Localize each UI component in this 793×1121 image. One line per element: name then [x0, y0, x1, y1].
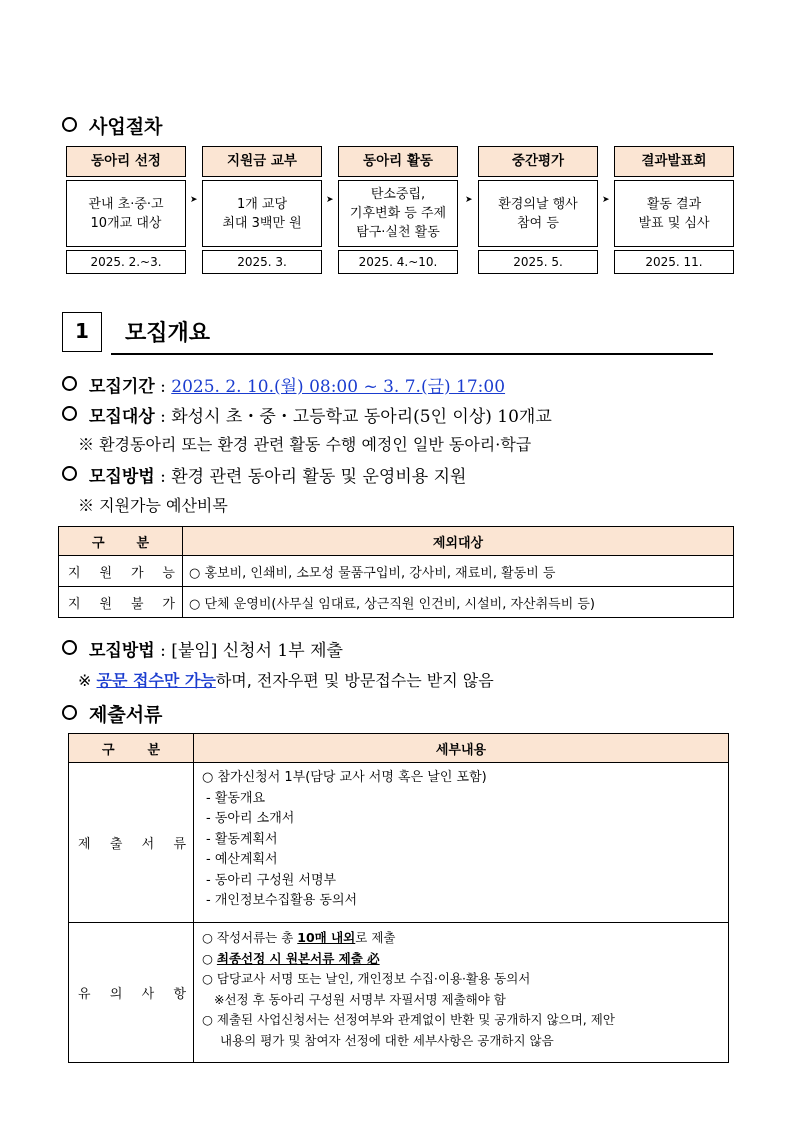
circle-bullet-icon — [62, 117, 77, 132]
key-char: 출 — [109, 837, 123, 852]
step-body — [66, 180, 186, 247]
key-char: 원 — [99, 565, 113, 581]
table-row — [59, 556, 734, 587]
list-item: ※선정 후 동아리 구성원 서명부 자필서명 제출해야 함 — [214, 991, 506, 1007]
row-key — [59, 556, 183, 587]
separator: : — [154, 467, 172, 487]
circle-bullet-icon — [62, 376, 77, 391]
key-char: 불 — [130, 596, 144, 612]
table-header-category — [69, 734, 194, 763]
note-prefix: ※ — [78, 671, 97, 690]
text: ○ 작성서류는 총 — [202, 930, 298, 945]
list-item: ○ 담당교사 서명 또는 날인, 개인정보 수집·이용·활용 동의서 — [202, 971, 531, 986]
separator: : — [154, 407, 172, 427]
step-line: 10개교 대상 — [90, 215, 162, 231]
circle-bullet-icon — [62, 406, 77, 421]
text: 로 제출 — [355, 930, 396, 945]
step-body — [478, 180, 598, 247]
list-item: - 예산계획서 — [206, 852, 278, 867]
list-item: - 동아리 구성원 서명부 — [206, 872, 337, 888]
list-item: - 활동개요 — [206, 790, 266, 806]
row-value — [194, 923, 729, 1063]
row-key — [59, 587, 183, 618]
key-char: 원 — [99, 596, 113, 612]
target-row — [62, 402, 552, 427]
key-char: 지 — [68, 596, 81, 612]
arrow-right-icon: ➤ — [190, 195, 198, 205]
target-label: 모집대상 — [89, 407, 155, 427]
table-row — [69, 923, 729, 1063]
step-body — [202, 180, 322, 247]
procedure-step-4 — [478, 146, 598, 274]
row-key — [69, 763, 194, 923]
key-char: 지 — [68, 565, 81, 581]
apply-label: 모집방법 — [89, 641, 155, 661]
apply-row — [62, 636, 343, 661]
list-item: - 동아리 소개서 — [206, 811, 295, 826]
procedure-heading — [62, 112, 162, 139]
step-line: 탄소중립, — [370, 187, 426, 202]
step-head: 동아리 선정 — [66, 146, 186, 177]
arrow-right-icon: ➤ — [326, 195, 334, 205]
step-date: 2025. 2.~3. — [66, 250, 186, 274]
step-head: 지원금 교부 — [202, 146, 322, 177]
key-char: 류 — [173, 837, 186, 852]
step-line: 발표 및 심사 — [638, 215, 710, 231]
period-value: 2025. 2. 10.(월) 08:00 ~ 3. 7.(금) 17:00 — [171, 377, 506, 397]
step-head: 결과발표회 — [614, 146, 734, 177]
list-item — [202, 949, 720, 970]
list-item: - 활동계획서 — [206, 831, 278, 847]
step-date: 2025. 11. — [614, 250, 734, 274]
procedure-step-5 — [614, 146, 734, 274]
step-line: 최대 3백만 원 — [222, 215, 302, 231]
apply-note-emphasis: 공문 접수만 가능 — [96, 671, 216, 690]
row-value: ○ 홍보비, 인쇄비, 소모성 물품구입비, 강사비, 재료비, 활동비 등 — [183, 556, 734, 587]
step-line: 기후변화 등 주제 — [349, 206, 447, 221]
list-item: ○ 참가신청서 1부(담당 교사 서명 혹은 날인 포함) — [202, 770, 487, 785]
method-label: 모집방법 — [89, 467, 155, 487]
header-char: 구 — [102, 742, 115, 758]
table-header-category — [59, 527, 183, 556]
period-row — [62, 372, 505, 397]
table-header-row — [69, 734, 729, 763]
procedure-step-2 — [202, 146, 322, 274]
procedure-step-3 — [338, 146, 458, 274]
step-body — [614, 180, 734, 247]
procedure-step-1 — [66, 146, 186, 274]
list-item: - 개인정보수집활용 동의서 — [206, 893, 358, 908]
step-line: 활동 결과 — [646, 196, 702, 212]
table-header-content: 제외대상 — [183, 527, 734, 556]
header-char: 구 — [92, 535, 105, 551]
procedure-title: 사업절차 — [89, 116, 163, 138]
row-value: ○ 단체 운영비(사무실 임대료, 상근직원 인건비, 시설비, 자산취득비 등) — [183, 587, 734, 618]
circle-bullet-icon — [62, 466, 77, 481]
header-char: 분 — [147, 742, 160, 758]
text: ○ — [202, 950, 217, 966]
apply-value: [붙임] 신청서 1부 제출 — [171, 641, 343, 661]
method-value: 환경 관련 동아리 활동 및 운영비용 지원 — [171, 467, 467, 487]
table-row — [59, 587, 734, 618]
key-char: 서 — [141, 837, 155, 852]
row-value — [194, 763, 729, 923]
step-line: 관내 초·중·고 — [88, 196, 164, 212]
table-header-row — [59, 527, 734, 556]
target-value: 화성시 초・중・고등학교 동아리(5인 이상) 10개교 — [171, 407, 552, 427]
step-body — [338, 180, 458, 247]
method-row — [62, 462, 466, 487]
circle-bullet-icon — [62, 705, 77, 720]
table-header-content: 세부내용 — [194, 734, 729, 763]
docs-title: 제출서류 — [89, 704, 163, 726]
key-char: 제 — [78, 837, 91, 852]
target-note: ※ 환경동아리 또는 환경 관련 활동 수행 예정인 일반 동아리·학급 — [78, 435, 532, 454]
key-char: 의 — [109, 987, 123, 1002]
key-char: 유 — [78, 987, 91, 1002]
separator: : — [154, 641, 172, 661]
key-char: 가 — [162, 596, 175, 612]
apply-note-rest: 하며, 전자우편 및 방문접수는 받지 않음 — [215, 671, 494, 690]
list-item: ○ 제출된 사업신청서는 선정여부와 관계없이 반환 및 공개하지 않으며, 제안 — [202, 1012, 615, 1027]
period-label: 모집기간 — [89, 377, 155, 397]
list-item — [202, 928, 720, 949]
method-note: ※ 지원가능 예산비목 — [78, 496, 228, 515]
step-date: 2025. 3. — [202, 250, 322, 274]
docs-table — [68, 733, 729, 1063]
apply-note — [78, 668, 494, 691]
separator: : — [154, 377, 172, 397]
step-line: 1개 교당 — [236, 196, 288, 212]
list-item: 내용의 평가 및 참여자 선정에 대한 세부사항은 공개하지 않음 — [220, 1032, 554, 1048]
key-char: 항 — [173, 987, 186, 1002]
arrow-right-icon: ➤ — [602, 195, 610, 205]
table-row — [69, 763, 729, 923]
row-key — [69, 923, 194, 1063]
step-date: 2025. 4.~10. — [338, 250, 458, 274]
key-char: 능 — [162, 565, 175, 581]
step-line: 참여 등 — [517, 215, 559, 231]
key-char: 사 — [141, 987, 155, 1002]
step-date: 2025. 5. — [478, 250, 598, 274]
budget-table — [58, 526, 734, 618]
arrow-right-icon: ➤ — [465, 195, 473, 205]
section-number: 1 — [62, 312, 102, 352]
section-underline — [111, 353, 713, 355]
step-head: 중간평가 — [478, 146, 598, 177]
step-head: 동아리 활동 — [338, 146, 458, 177]
section-title: 모집개요 — [125, 321, 211, 346]
emphasis: 최종선정 시 원본서류 제출 必 — [216, 950, 380, 966]
step-line: 탐구·실천 활동 — [356, 225, 440, 240]
key-char: 가 — [130, 565, 144, 581]
circle-bullet-icon — [62, 640, 77, 655]
docs-heading — [62, 700, 162, 727]
emphasis: 10매 내외 — [297, 930, 356, 945]
step-line: 환경의날 행사 — [498, 196, 578, 212]
header-char: 분 — [136, 535, 149, 551]
